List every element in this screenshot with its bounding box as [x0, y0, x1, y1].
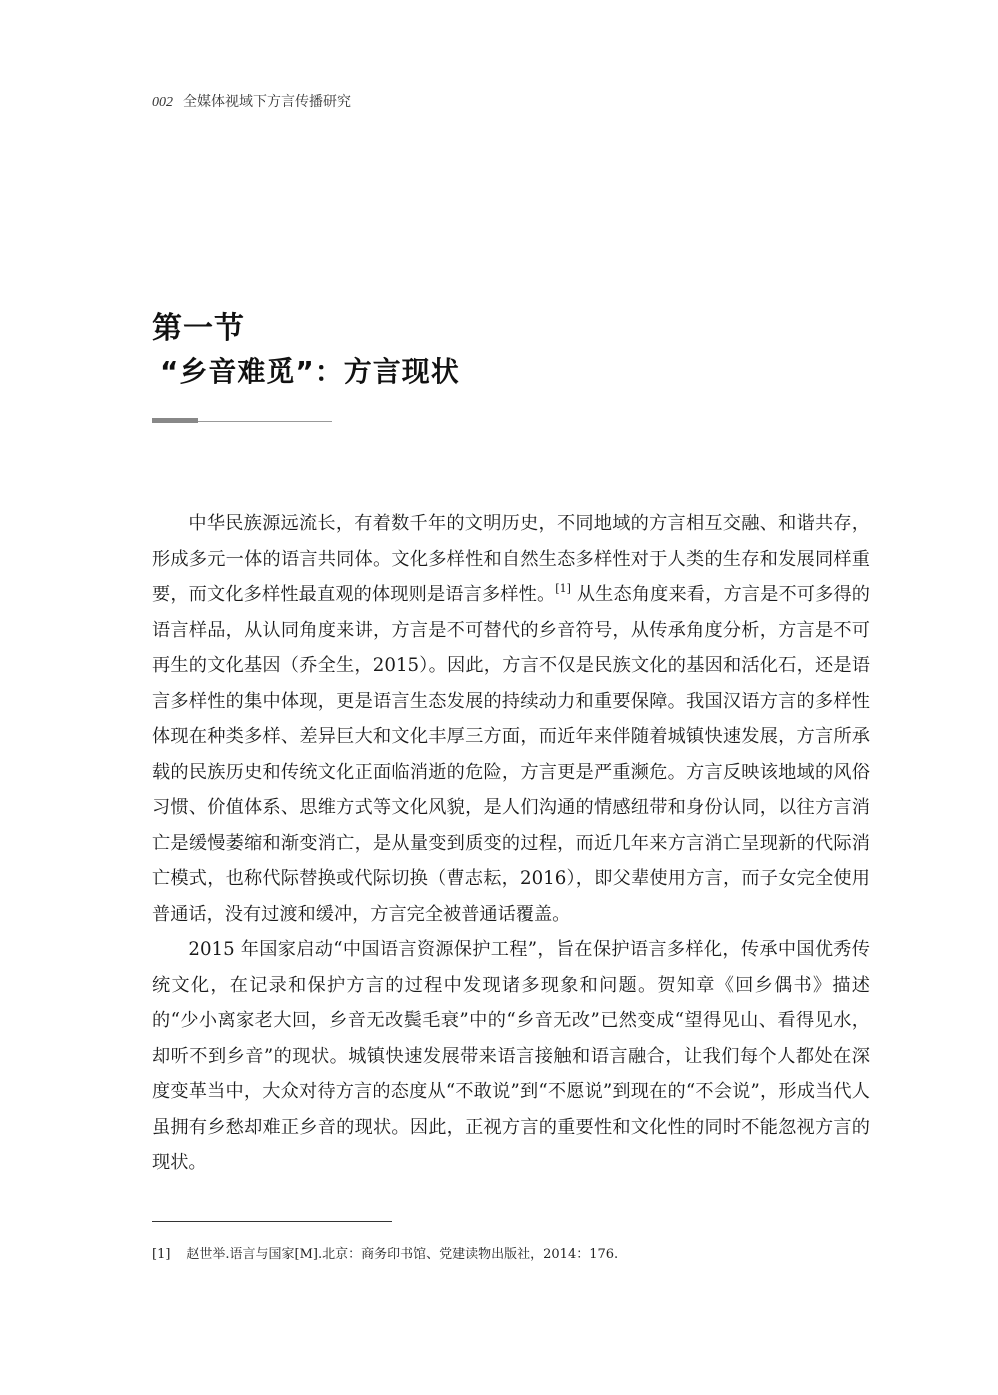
footnote-mark: [1]: [152, 1247, 171, 1262]
section-title: “乡音难觅”：方言现状: [160, 355, 460, 388]
title-underline: [152, 418, 332, 423]
book-title: 全媒体视域下方言传播研究: [183, 94, 351, 110]
paragraph-1: [152, 506, 870, 932]
paragraph-2: 2015 年国家启动“中国语言资源保护工程”，旨在保护语言多样化，传承中国优秀传统文化，在记录和保护方言的过程中发现诸多现象和问题。贺知章《回乡偶书》描述的“少小离家老大回，乡音无改鬓毛衰”中的“乡音无改”已然变成“望得见山、看得见水，却听不到乡音”的现状。城镇快速发展带来语言接触和语言融合，让我们每个人都处在深度变革当中，大众对待方言的态度从“不敢说”到“不愿说”到现在的“不会说”，形成当代人虽拥有乡愁却难正乡音的现状。因此，正视方言的重要性和文化性的同时不能忽视方言的现状。: [152, 939, 870, 1173]
paragraph-1-part-1: 中华民族源远流长，有着数千年的文明历史，不同地域的方言相互交融、和谐共存，形成多元一体的语言共同体。文化多样性和自然生态多样性对于人类的生存和发展同样重要，而文化多样性最直观的体现则是语言多样性。: [152, 513, 870, 605]
section-number: 第一节: [152, 311, 245, 346]
footnote-divider: [152, 1221, 392, 1222]
title-underline-line: [198, 421, 332, 422]
page-number: 002: [152, 95, 173, 110]
footnote-text: 赵世举.语言与国家[M].北京：商务印书馆、党建读物出版社，2014：176.: [186, 1247, 619, 1262]
running-header: [152, 91, 351, 111]
title-underline-accent: [152, 418, 198, 423]
paragraph-1-part-2: 从生态角度来看，方言是不可多得的语言样品，从认同角度来讲，方言是不可替代的乡音符号，从传承角度分析，方言是不可再生的文化基因（乔全生，2015）。因此，方言不仅是民族文化的基因和活化石，还是语言多样性的集中体现，更是语言生态发展的持续动力和重要保障。我国汉语方言的多样性体现在种类多样、差异巨大和文化丰厚三方面，而近年来伴随着城镇快速发展，方言所承载的民族历史和传统文化正面临消逝的危险，方言更是严重濒危。方言反映该地域的风俗习惯、价值体系、思维方式等文化风貌，是人们沟通的情感纽带和身份认同，以往方言消亡是缓慢萎缩和渐变消亡，是从量变到质变的过程，而近几年来方言消亡呈现新的代际消亡模式，也称代际替换或代际切换（曹志耘，2016），即父辈使用方言，而子女完全使用普通话，没有过渡和缓冲，方言完全被普通话覆盖。: [152, 584, 870, 925]
footnote-reference[interactable]: [1]: [555, 582, 571, 595]
body-text: [152, 506, 870, 1181]
footnote: [152, 1243, 618, 1262]
